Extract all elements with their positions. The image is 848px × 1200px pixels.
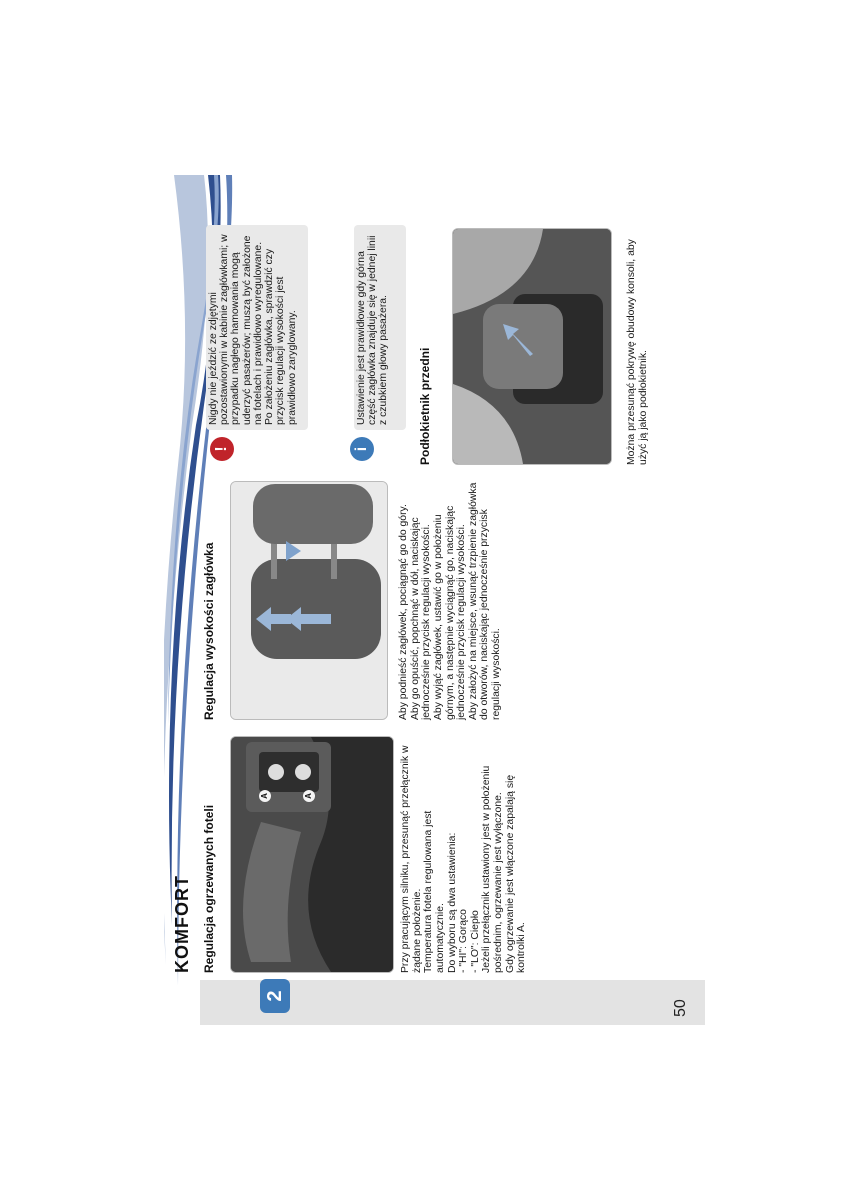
warning-p1: Nigdy nie jeździć ze zdjętymi pozostawionymi w kabinie zagłówkami; w przypadku nagłego hamowania mogą uderzyć pasażerów; muszą być założone na fotelach i prawidłowo wyregulowane.	[208, 234, 264, 425]
heated-seats-p6: Jeżeli przełącznik ustawiony jest w położeniu pośrednim, ogrzewanie jest wyłączone.	[481, 765, 505, 973]
page-number: 50	[672, 999, 689, 1017]
heated-seat-photo	[230, 736, 394, 973]
headrest-p4: Aby założyć na miejsce, wsunąć trzpienie zagłówka do otworów, naciskając jednocześnie przycisk regulacji wysokości.	[467, 482, 503, 720]
info-icon: i	[350, 437, 374, 461]
heated-seat-illustration	[231, 737, 393, 972]
heated-seats-p7: Gdy ogrzewanie jest włączone zapalają się kontrolki A.	[504, 774, 528, 973]
rotated-content	[164, 175, 694, 1025]
heated-seats-heading: Regulacja ogrzewanych foteli	[202, 804, 216, 973]
heated-seats-p3: Do wyboru są dwa ustawienia:	[446, 832, 458, 973]
armrest-photo	[452, 228, 612, 465]
chapter-tab: 2	[260, 979, 290, 1013]
heated-seats-p4: - "HI": Gorąco	[458, 909, 470, 973]
label-a-top: A	[259, 790, 271, 802]
headrest-p2: Aby go opuścić, popchnąć w dół, naciskając jednocześnie przycisk regulacji wysokości.	[409, 517, 433, 720]
heated-seats-p2: Temperatura fotela regulowana jest automatycznie.	[423, 810, 446, 973]
label-a-bottom: A	[303, 790, 315, 802]
info-text: Ustawienie jest prawidłowe gdy górna część zagłówka znajduje się w jednej linii z czubkiem głowy pasażera.	[356, 235, 390, 425]
headrest-p3: Aby wyjąć zagłówek, ustawić go w położeniu górnym, a następnie wyciągnąć go, naciskając jednocześnie przycisk regulacji wysokości.	[432, 505, 468, 720]
headrest-heading: Regulacja wysokości zagłówka	[202, 542, 216, 720]
warning-p2: Po założeniu zagłówka, sprawdzić czy przycisk regulacji wysokości jest prawidłowo zaryglowany.	[264, 248, 298, 425]
warning-text	[208, 229, 298, 425]
heated-seats-text	[400, 738, 528, 973]
armrest-illustration	[453, 229, 611, 464]
heated-seats-p5: - "LO": Ciepło	[469, 910, 481, 973]
armrest-heading: Podłokietnik przedni	[418, 347, 432, 465]
warning-icon: !	[210, 437, 234, 461]
headrest-text	[398, 477, 503, 720]
headrest-p1: Aby podnieść zagłówek, pociągnąć go do góry.	[398, 504, 409, 720]
heated-seats-p1: Przy pracującym silniku, przesunąć przełącznik w żądane położenie.	[400, 745, 423, 973]
page-title: KOMFORT	[172, 875, 192, 973]
headrest-photo	[230, 481, 388, 720]
armrest-text: Można przesunąć pokrywę obudowy konsoli, aby użyć ją jako podłokietnik.	[626, 239, 649, 465]
headrest-illustration	[231, 482, 387, 719]
